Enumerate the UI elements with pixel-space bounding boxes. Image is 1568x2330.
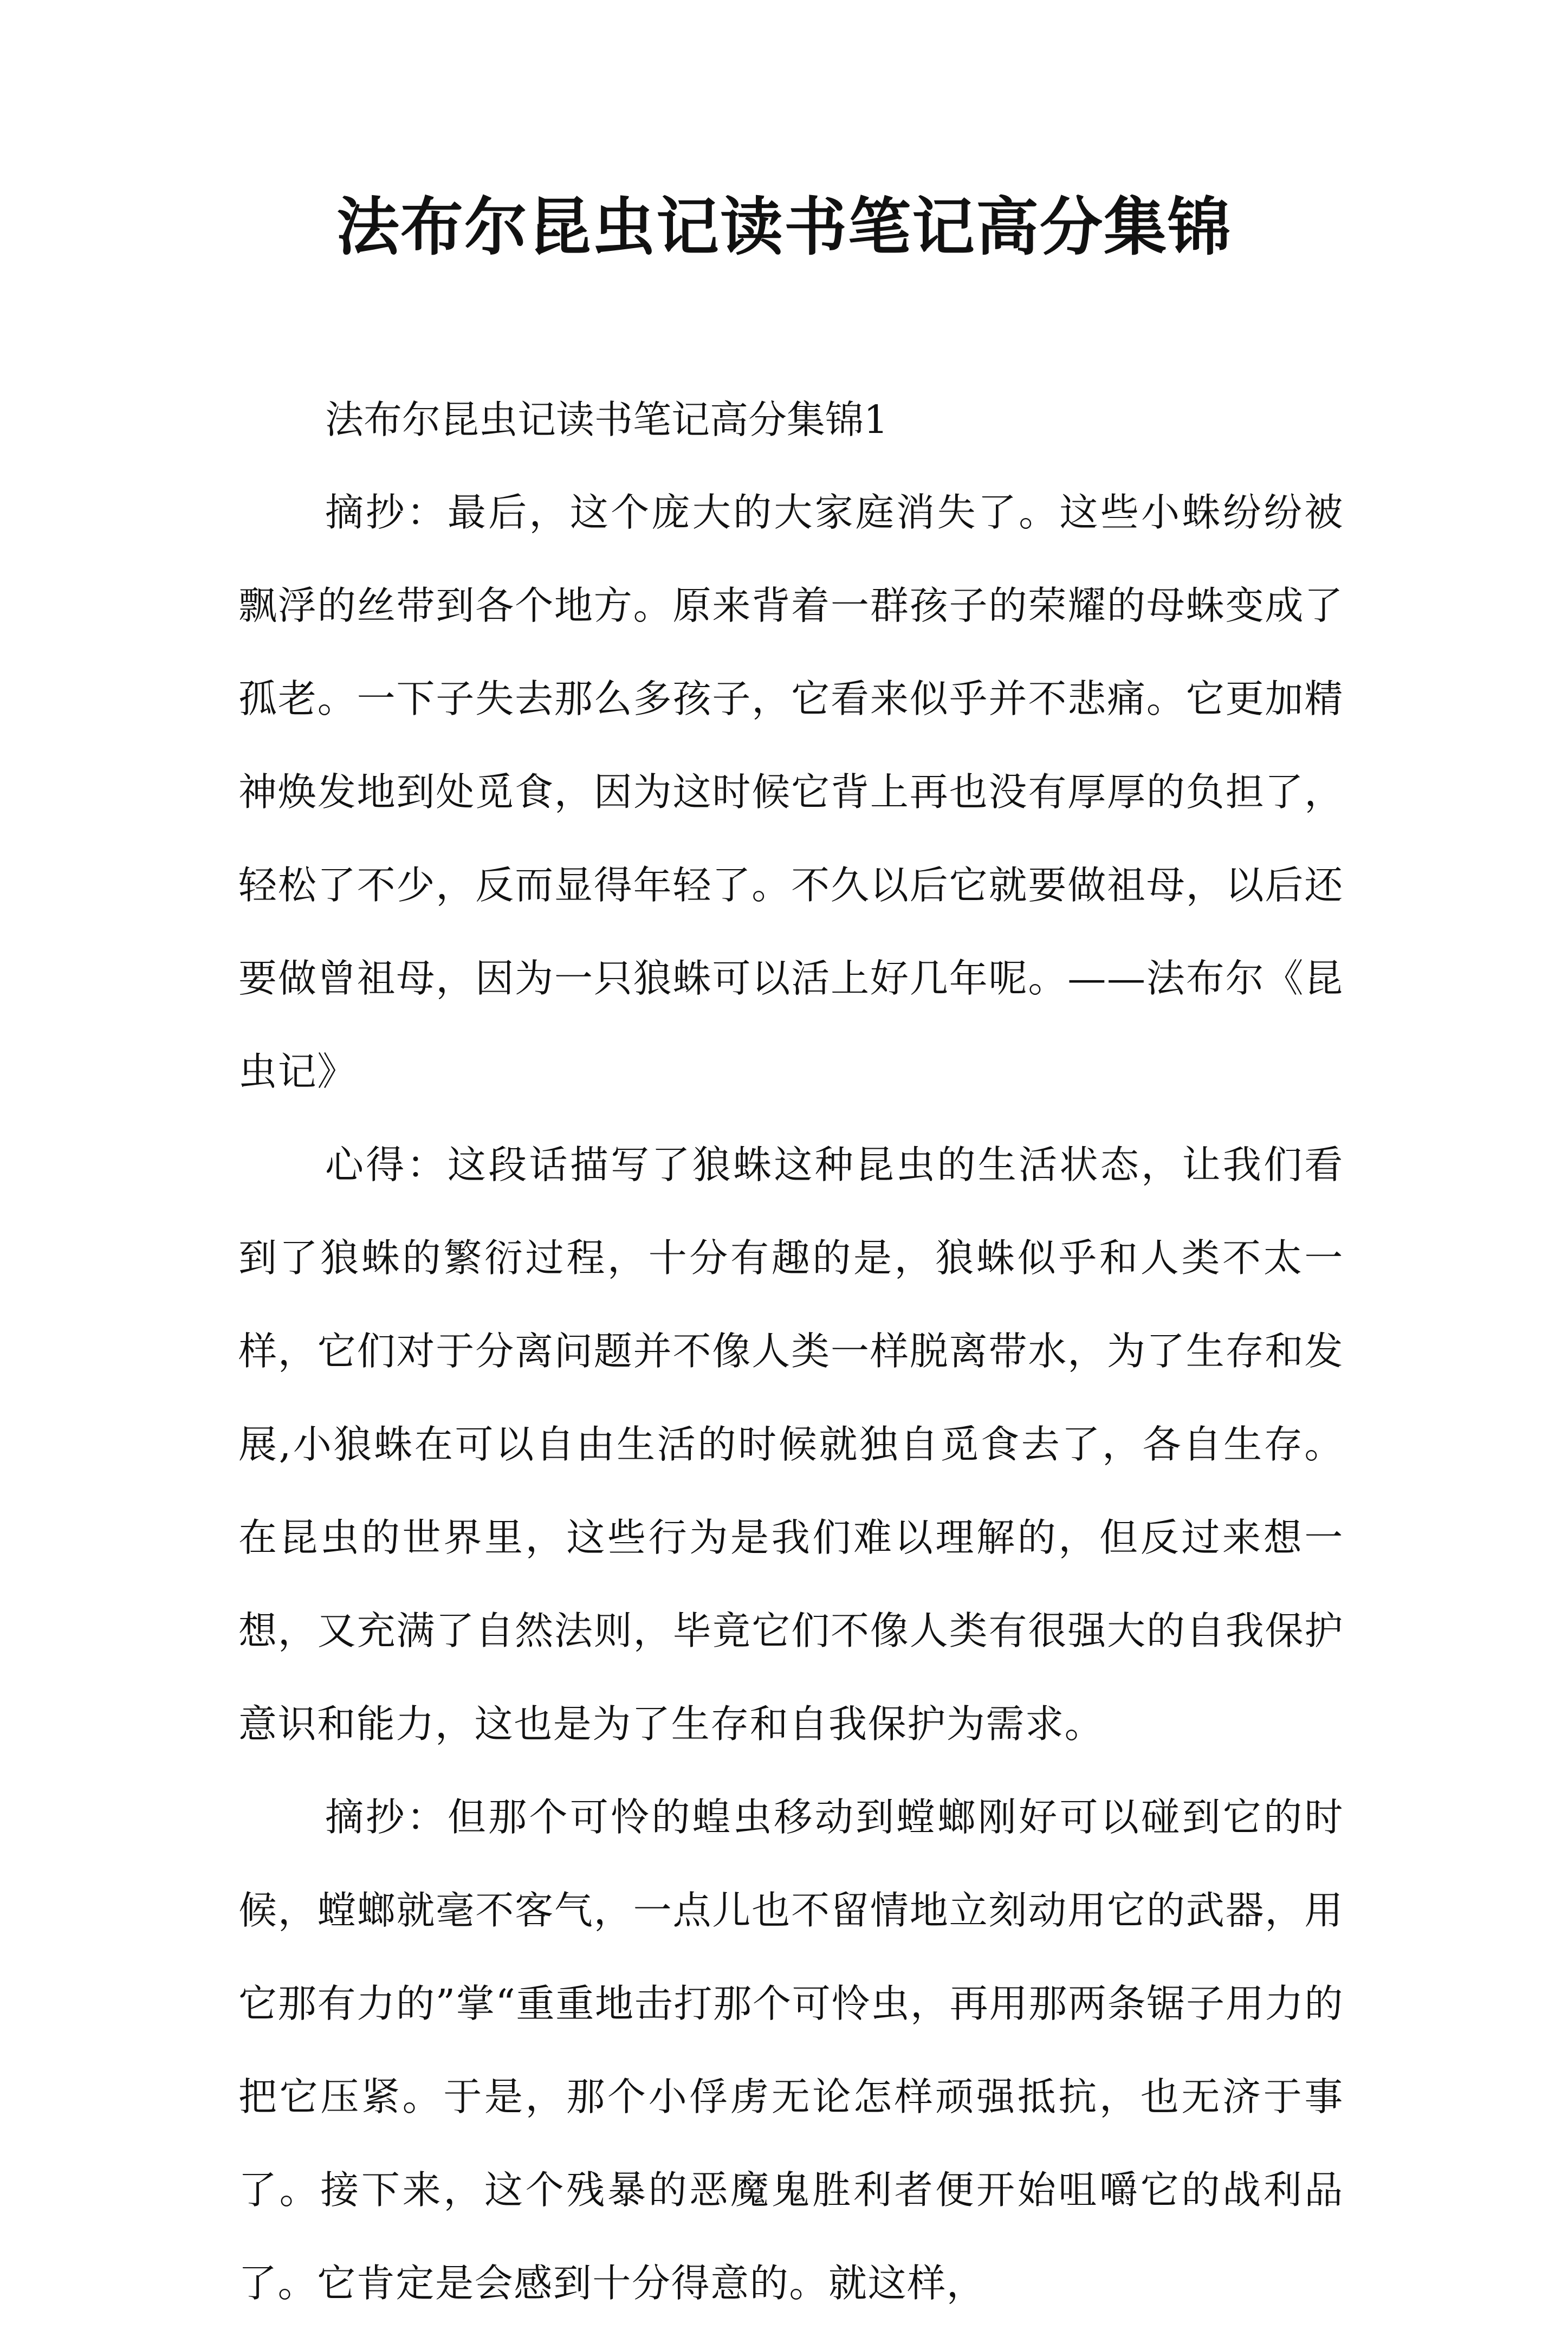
paragraph-excerpt-2: 摘抄：但那个可怜的蝗虫移动到螳螂刚好可以碰到它的时候，螳螂就毫不客气，一点儿也不留情地立刻动用它的武器，用它那有力的”掌“重重地击打那个可怜虫，再用那两条锯子用力的把它压紧。于是，那个小俘虏无论怎样顽强抵抗，也无济于事了。接下来，这个残暴的恶魔鬼胜利者便开始咀嚼它的战利品了。它肯定是会感到十分得意的。就这样， (238, 1795, 1344, 2306)
paragraph-reflection-1: 心得：这段话描写了狼蛛这种昆虫的生活状态，让我们看到了狼蛛的繁衍过程，十分有趣的是，狼蛛似乎和人类不太一样，它们对于分离问题并不像人类一样脱离带水，为了生存和发展,小狼蛛在可以自由生活的时候就独自觅食去了，各自生存。在昆虫的世界里，这些行为是我们难以理解的，但反过来想一想，又充满了自然法则，毕竟它们不像人类有很强大的自我保护意识和能力，这也是为了生存和自我保护为需求。 (238, 1142, 1344, 1746)
section-heading: 法布尔昆虫记读书笔记高分集锦1 (325, 397, 889, 442)
document-body (238, 374, 1344, 2330)
document-title: 法布尔昆虫记读书笔记高分集锦 (336, 191, 1232, 264)
paragraph-excerpt-1: 摘抄：最后，这个庞大的大家庭消失了。这些小蛛纷纷被飘浮的丝带到各个地方。原来背着一群孩子的荣耀的母蛛变成了孤老。一下子失去那么多孩子，它看来似乎并不悲痛。它更加精神焕发地到处觅食，因为这时候它背上再也没有厚厚的负担了，轻松了不少，反而显得年轻了。不久以后它就要做祖母，以后还要做曾祖母，因为一只狼蛛可以活上好几年呢。——法布尔《昆虫记》 (238, 490, 1344, 1094)
